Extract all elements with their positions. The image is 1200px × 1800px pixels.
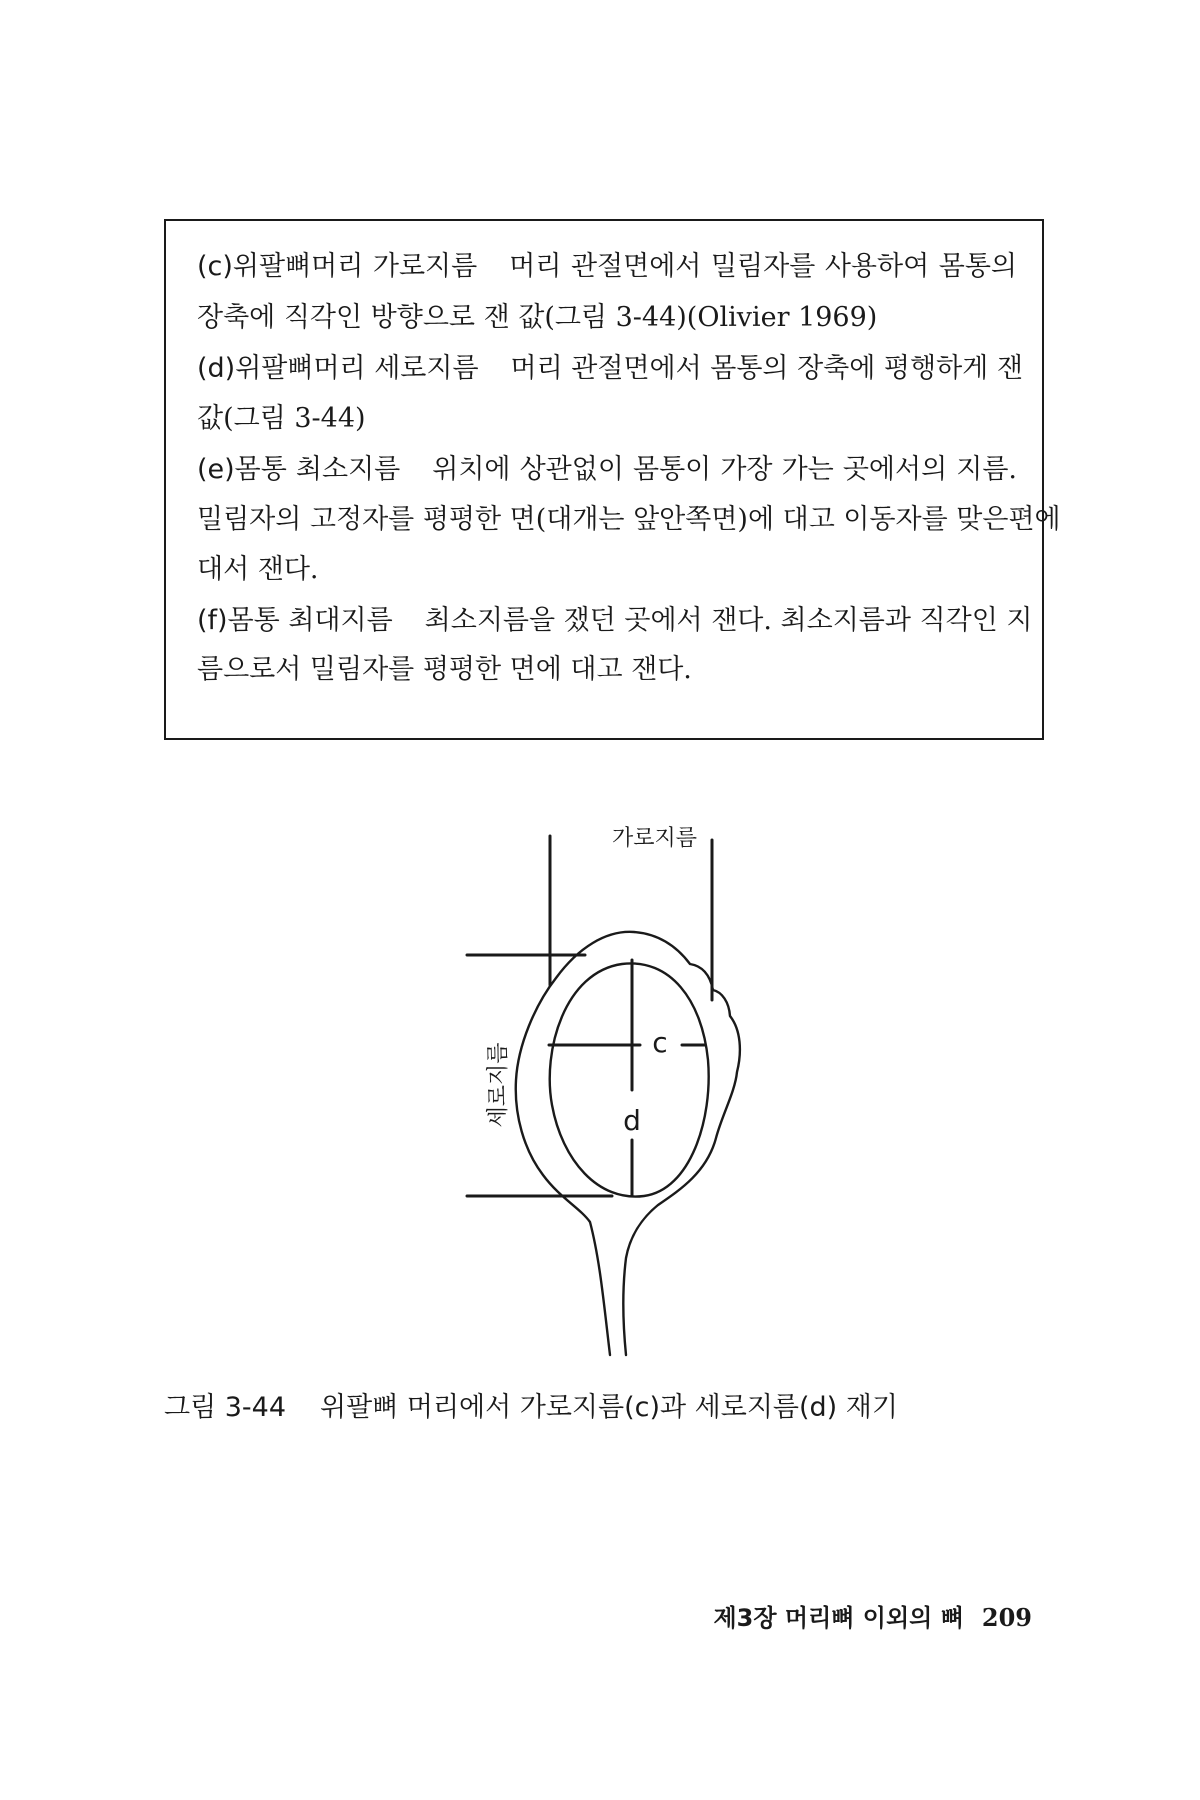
- humerus-outline: [516, 932, 740, 1355]
- definition-f-text-1: 최소지름을 쟀던 곳에서 잰다. 최소지름과 직각인 지: [424, 605, 1033, 636]
- page-footer: [713, 1598, 1032, 1633]
- definition-d-text-2: 값(그림 3-44): [197, 403, 366, 434]
- figure-caption: [164, 1385, 898, 1424]
- articular-surface-outline: [550, 963, 709, 1196]
- definition-f-text-2: 름으로서 밀림자를 평평한 면에 대고 잰다.: [197, 654, 692, 685]
- definition-d-text-1: 머리 관절면에서 몸통의 장축에 평행하게 잰: [510, 353, 1023, 384]
- page-number: 209: [981, 1603, 1032, 1632]
- definition-c-term: (c)위팔뼈머리 가로지름: [197, 251, 478, 282]
- definition-d-term: (d)위팔뼈머리 세로지름: [197, 353, 479, 384]
- definition-e-text-1: 위치에 상관없이 몸통이 가장 가는 곳에서의 지름.: [432, 454, 1017, 485]
- definition-c-text-2: 장축에 직각인 방향으로 잰 값(그림 3-44)(Olivier 1969): [197, 302, 878, 333]
- definition-e-text-2: 밀림자의 고정자를 평평한 면(대개는 앞안쪽면)에 대고 이동자를 맞은편에: [197, 504, 1061, 535]
- vertical-diameter-label: 세로지름: [486, 1042, 511, 1128]
- figure-number: 그림 3-44: [164, 1392, 287, 1423]
- chapter-title: 제3장 머리뼈 이외의 뼈: [713, 1604, 964, 1632]
- transverse-diameter-label: 가로지름: [612, 826, 698, 851]
- definition-f-term: (f)몸통 최대지름: [197, 605, 393, 636]
- definition-e-term: (e)몸통 최소지름: [197, 454, 401, 485]
- definition-e-text-3: 대서 잰다.: [197, 554, 319, 585]
- label-c: c: [652, 1026, 668, 1059]
- label-d: d: [623, 1104, 641, 1137]
- figure-title: 위팔뼈 머리에서 가로지름(c)과 세로지름(d) 재기: [320, 1392, 898, 1423]
- definition-c-text-1: 머리 관절면에서 밀림자를 사용하여 몸통의: [509, 251, 1018, 282]
